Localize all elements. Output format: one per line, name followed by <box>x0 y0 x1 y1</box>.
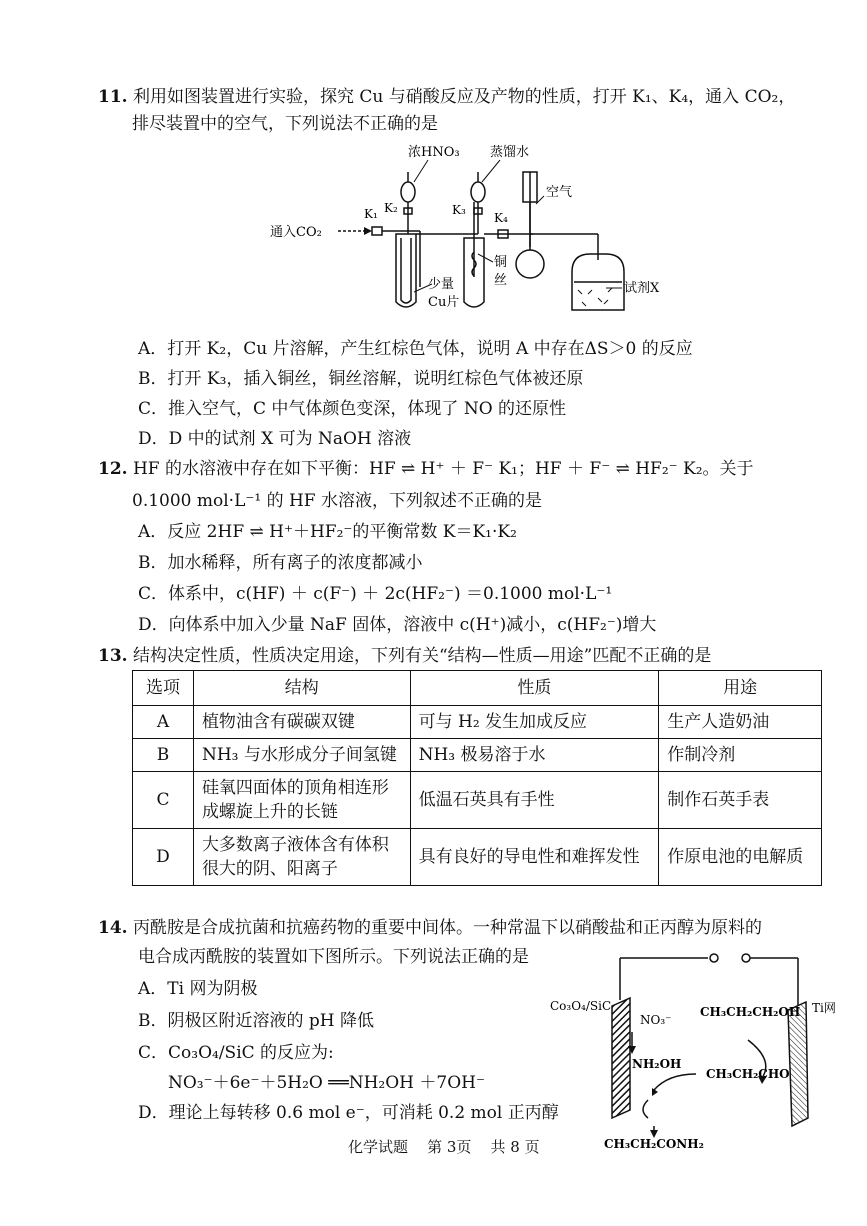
q14-option-b: B．阴极区附近溶液的 pH 降低 <box>138 1011 375 1031</box>
row-use: 作原电池的电解质 <box>659 829 822 886</box>
row-structure-text: 硅氧四面体的顶角相连形 <box>201 778 389 798</box>
q11-option-b: B．打开 K₃，插入铜丝，铜丝溶解，说明红棕色气体被还原 <box>138 369 584 389</box>
row-option: A <box>133 706 194 739</box>
q13-table <box>132 670 822 886</box>
label-distilled-water: 蒸馏水 <box>490 145 530 160</box>
label-nh2oh: NH₂OH <box>632 1057 682 1071</box>
row-structure-text: 植物油含有碳碳双键 <box>201 712 355 732</box>
label-k3: K₃ <box>452 203 466 217</box>
q14-number: 14. <box>98 918 128 938</box>
q14-option-a: A．Ti 网为阴极 <box>138 979 258 999</box>
q12-option-b: B．加水稀释，所有离子的浓度都减小 <box>138 553 423 573</box>
row-use: 作制冷剂 <box>659 739 822 772</box>
row-use: 生产人造奶油 <box>659 706 822 739</box>
row-structure <box>193 739 410 772</box>
row-use: 制作石英手表 <box>659 772 822 829</box>
row-property: 低温石英具有手性 <box>410 772 659 829</box>
row-option: C <box>133 772 194 829</box>
label-k1: K₁ <box>364 207 378 221</box>
q14-option-c: C．Co₃O₄/SiC 的反应为: <box>138 1043 334 1063</box>
label-propanol: CH₃CH₂CH₂OH <box>700 1005 801 1019</box>
row-property: NH₃ 极易溶于水 <box>410 739 659 772</box>
q13-stem-text: 结构决定性质，性质决定用途，下列有关“结构—性质—用途”匹配不正确的是 <box>132 646 712 666</box>
header-structure: 结构 <box>193 671 410 706</box>
header-property: 性质 <box>410 671 659 706</box>
q12-number: 12. <box>98 459 128 479</box>
q12-option-c: C．体系中，c(HF) ＋ c(F⁻) ＋ 2c(HF₂⁻) ＝0.1000 mol·L⁻¹ <box>138 584 613 604</box>
label-propanal: CH₃CH₂CHO <box>706 1067 790 1081</box>
row-property: 具有良好的导电性和难挥发性 <box>410 829 659 886</box>
row-structure <box>193 772 410 829</box>
label-reagent-x: 试剂X <box>624 281 660 296</box>
table-row <box>133 772 822 829</box>
label-no3: NO₃⁻ <box>640 1013 672 1027</box>
page-footer <box>348 1136 540 1157</box>
q14-electrolysis-diagram <box>548 950 848 1150</box>
q13-number: 13. <box>98 646 128 666</box>
q14-option-c-equation: NO₃⁻＋6e⁻＋5H₂O ══NH₂OH ＋7OH⁻ <box>168 1073 485 1093</box>
q14-option-d: D．理论上每转移 0.6 mol e⁻，可消耗 0.2 mol 正丙醇 <box>138 1103 559 1123</box>
q12-stem-line1 <box>98 458 754 480</box>
q11-option-c: C．推入空气，C 中气体颜色变深，体现了 NO 的还原性 <box>138 399 567 419</box>
q13-stem-line <box>98 645 711 667</box>
table-row <box>133 706 822 739</box>
q12-stem-text-1: HF 的水溶液中存在如下平衡：HF ⇌ H⁺ ＋ F⁻ K₁；HF ＋ F⁻ ⇌ HF₂⁻ K₂。关于 <box>132 459 754 479</box>
q11-stem-text-1: 利用如图装置进行实验，探究 Cu 与硝酸反应及产物的性质，打开 K₁、K₄，通入 CO₂， <box>132 87 796 107</box>
header-option: 选项 <box>133 671 194 706</box>
table-header-row <box>133 671 822 706</box>
row-structure-text: 大多数离子液体含有体积 <box>201 835 389 855</box>
q11-stem-line1 <box>98 86 795 108</box>
footer-page: 第 3页 <box>427 1138 472 1156</box>
label-co2-in: 通入CO₂ <box>270 225 322 240</box>
label-air: 空气 <box>546 185 573 200</box>
q11-option-d: D．D 中的试剂 X 可为 NaOH 溶液 <box>138 429 412 449</box>
q14-stem-line1 <box>98 917 762 939</box>
q14-stem-line2: 电合成丙酰胺的装置如下图所示。下列说法正确的是 <box>138 947 529 967</box>
q11-option-a: A．打开 K₂，Cu 片溶解，产生红棕色气体，说明 A 中存在ΔS＞0 的反应 <box>138 339 693 359</box>
q12-option-d: D．向体系中加入少量 NaF 固体，溶液中 c(H⁺)减小，c(HF₂⁻)增大 <box>138 615 657 635</box>
row-option: D <box>133 829 194 886</box>
label-cu-small: 少量 <box>428 277 455 292</box>
q11-number: 11. <box>98 87 128 107</box>
q14-stem-text-1: 丙酰胺是合成抗菌和抗癌药物的重要中间体。一种常温下以硝酸盐和正丙醇为原料的 <box>132 918 762 938</box>
row-structure-text: 成螺旋上升的长链 <box>201 802 338 822</box>
row-structure <box>193 829 410 886</box>
q12-option-a: A．反应 2HF ⇌ H⁺＋HF₂⁻的平衡常数 K＝K₁·K₂ <box>138 522 517 542</box>
row-structure-text: NH₃ 与水形成分子间氢键 <box>201 745 397 765</box>
label-conc-hno3: 浓HNO₃ <box>408 145 460 160</box>
row-structure <box>193 706 410 739</box>
footer-total: 共 8 页 <box>490 1138 540 1156</box>
row-option: B <box>133 739 194 772</box>
label-right-electrode: Ti网 <box>812 1001 836 1015</box>
table-row <box>133 829 822 886</box>
row-property: 可与 H₂ 发生加成反应 <box>410 706 659 739</box>
label-copper-wire-1: 铜 <box>494 255 508 270</box>
label-copper-wire-2: 丝 <box>494 273 508 288</box>
label-left-electrode: Co₃O₄/SiC <box>550 999 612 1013</box>
row-structure-text: 很大的阴、阳离子 <box>201 859 338 879</box>
label-k4: K₄ <box>494 211 508 225</box>
label-k2: K₂ <box>384 201 398 215</box>
table-row <box>133 739 822 772</box>
q12-stem-line2: 0.1000 mol·L⁻¹ 的 HF 水溶液，下列叙述不正确的是 <box>132 491 542 511</box>
label-propanamide: CH₃CH₂CONH₂ <box>604 1137 704 1150</box>
label-cu-piece: Cu片 <box>428 295 460 310</box>
footer-subject: 化学试题 <box>348 1138 409 1156</box>
q11-stem-line2: 排尽装置中的空气，下列说法不正确的是 <box>132 114 438 134</box>
header-use: 用途 <box>659 671 822 706</box>
q11-apparatus-diagram <box>268 142 668 314</box>
